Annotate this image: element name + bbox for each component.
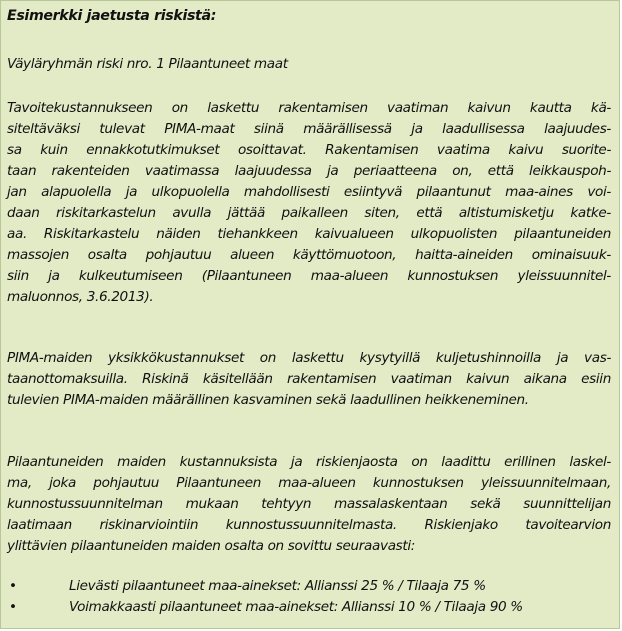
list-item-text: Lievästi pilaantuneet maa-ainekset: Allianssi 25 % / Tilaaja 75 % bbox=[69, 578, 486, 594]
paragraph-line: PIMA-maiden yksikkökustannukset on laskettu kysytyillä kuljetushinnoilla ja vas- bbox=[7, 350, 611, 366]
heading: Esimerkki jaetusta riskistä: bbox=[7, 8, 217, 24]
paragraph-line: aa. Riskitarkastelu näiden tiehankkeen kaivualueen ulkopuolisten pilaantuneiden bbox=[7, 226, 611, 242]
paragraph-line: Pilaantuneiden maiden kustannuksista ja riskienjaosta on laadittu erillinen laskel- bbox=[7, 454, 611, 470]
paragraph-line: massojen osalta pohjautuu alueen käyttömuotoon, haitta-aineiden ominaisuuk- bbox=[7, 247, 611, 263]
paragraph-line: jan alapuolella ja ulkopuolella mahdollisesti esiintyvä pilaantunut maa-aines voi- bbox=[7, 184, 611, 200]
list-item bbox=[7, 597, 523, 618]
paragraph-line: taan rakenteiden vaatimassa laajuudessa ja periaatteena on, että leikkauspoh- bbox=[7, 163, 611, 179]
bullet-icon: • bbox=[9, 599, 17, 615]
risk-share-list bbox=[7, 576, 523, 618]
paragraph-line: siteltäväksi tulevat PIMA-maat siinä määrällisessä ja laadullisessa laajuudes- bbox=[7, 121, 611, 137]
paragraph-line: taanottomaksuilla. Riskinä käsitellään rakentamisen vaatiman kaivun aikana esiin bbox=[7, 371, 611, 387]
paragraph-line: tulevien PIMA-maiden määrällinen kasvaminen sekä laadullinen heikkeneminen. bbox=[7, 392, 529, 408]
list-item-text: Voimakkaasti pilaantuneet maa-ainekset: Allianssi 10 % / Tilaaja 90 % bbox=[69, 599, 523, 615]
paragraph-line: laatimaan riskinarviointiin kunnostussuunnitelmasta. Riskienjako tavoitearvion bbox=[7, 517, 611, 533]
paragraph-risk-sharing bbox=[7, 452, 611, 557]
paragraph-line: daan riskitarkastelun avulla jättää paikalleen siten, että altistumisketju katke- bbox=[7, 205, 611, 221]
paragraph-line: kunnostussuunnitelman mukaan tehtyyn massalaskentaan sekä suunnittelijan bbox=[7, 496, 611, 512]
bullet-icon: • bbox=[9, 578, 17, 594]
list-item bbox=[7, 576, 523, 597]
paragraph-line: ylittävien pilaantuneiden maiden osalta on sovittu seuraavasti: bbox=[7, 538, 416, 554]
paragraph-line: sa kuin ennakkotutkimukset osoittavat. Rakentamisen vaatima kaivu suorite- bbox=[7, 142, 611, 158]
risk-subtitle: Väyläryhmän riski nro. 1 Pilaantuneet maat bbox=[7, 56, 288, 72]
paragraph-line: siin ja kulkeutumiseen (Pilaantuneen maa-alueen kunnostuksen yleissuunnitel- bbox=[7, 268, 611, 284]
paragraph-unit-costs bbox=[7, 348, 611, 411]
paragraph-line: Tavoitekustannukseen on laskettu rakentamisen vaatiman kaivun kautta kä- bbox=[7, 100, 611, 116]
paragraph-line: maluonnos, 3.6.2013). bbox=[7, 289, 154, 305]
paragraph-target-cost bbox=[7, 98, 611, 308]
paragraph-line: ma, joka pohjautuu Pilaantuneen maa-alueen kunnostuksen yleissuunnitelmaan, bbox=[7, 475, 611, 491]
